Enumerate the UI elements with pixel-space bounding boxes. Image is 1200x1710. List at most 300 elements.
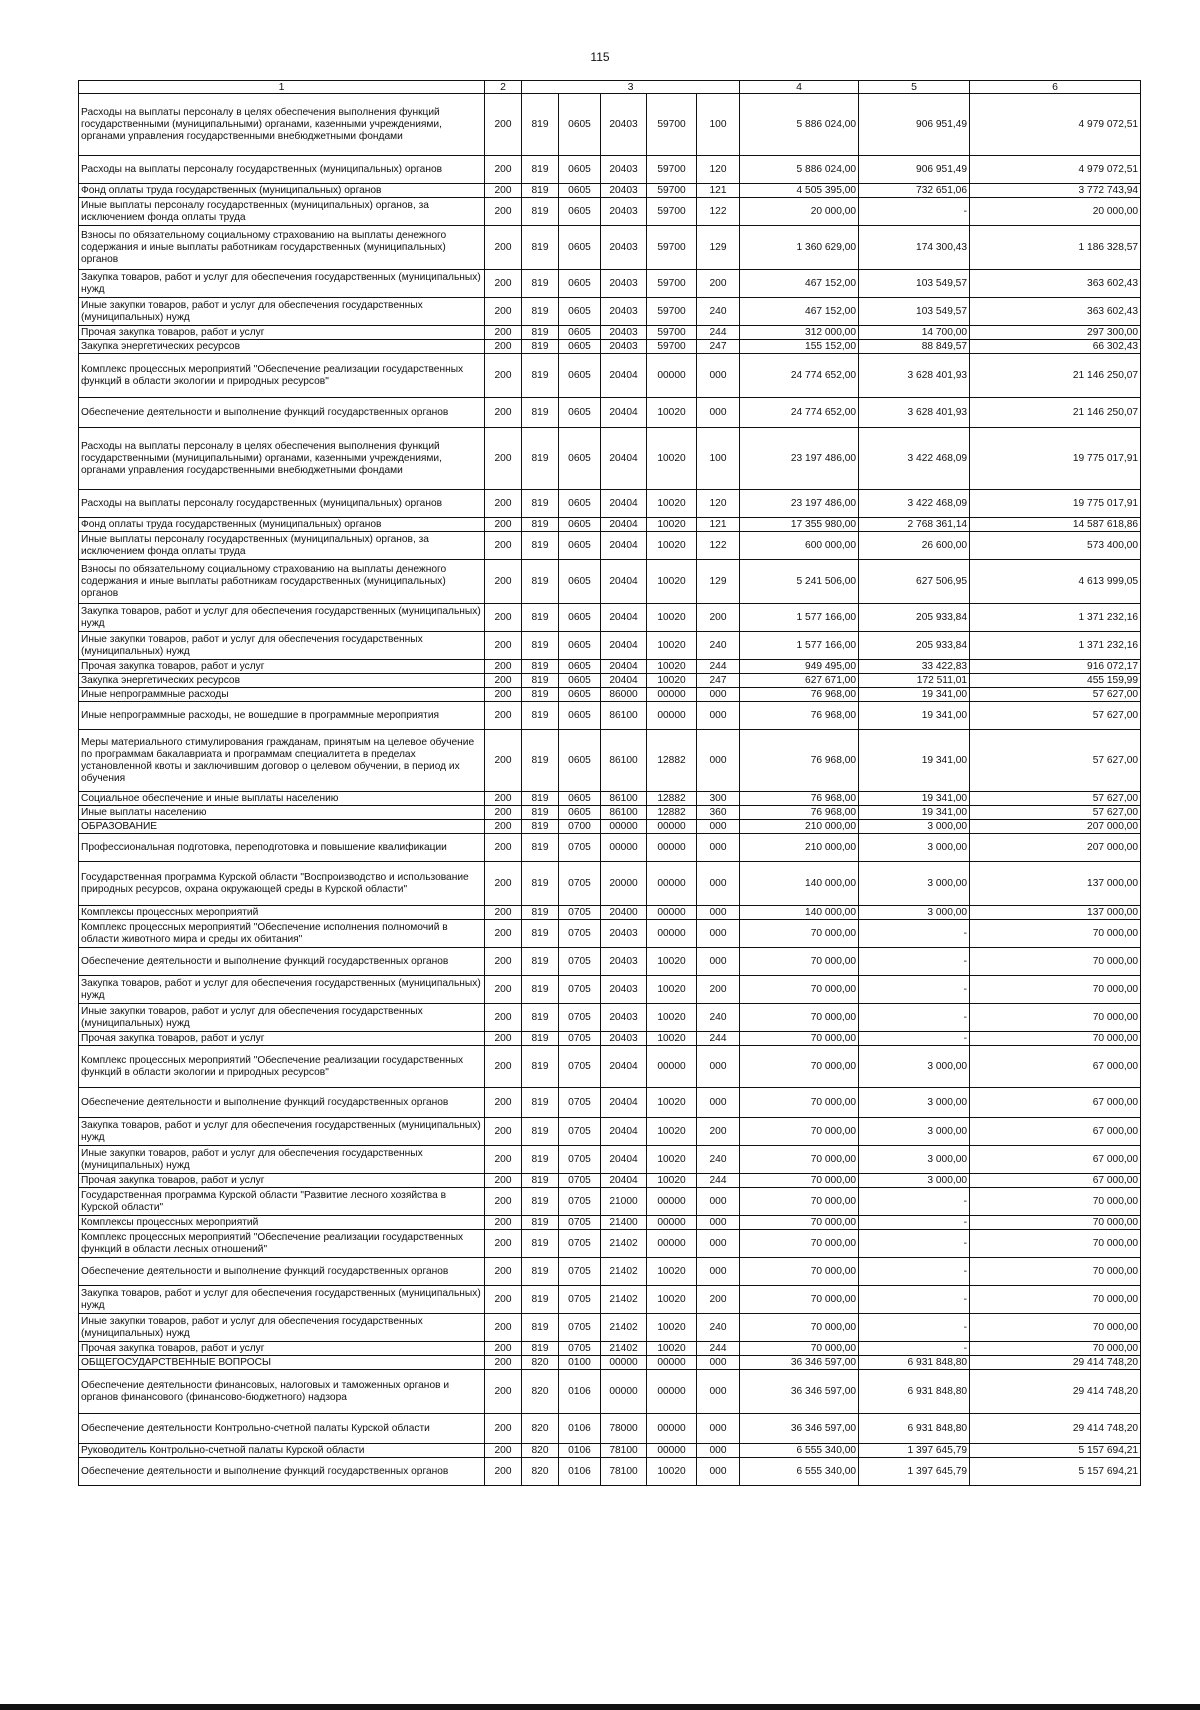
expense-type-code: 000 <box>697 820 740 834</box>
table-row <box>79 340 1141 354</box>
executed-amount: 88 849,57 <box>859 340 970 354</box>
admin-code: 819 <box>522 1188 559 1216</box>
item-code: 10020 <box>647 1146 697 1174</box>
row-name: Меры материального стимулирования гражданам, принятым на целевое обучение по программам бакалавриата и программам специалитета в пределах установленной квоты и заключившим договор о целевом обучении, в период их обучения <box>79 730 485 792</box>
col2-code: 200 <box>485 906 522 920</box>
section-code: 0705 <box>559 1046 601 1088</box>
section-code: 0605 <box>559 560 601 604</box>
remaining-amount: 29 414 748,20 <box>970 1414 1141 1444</box>
table-row <box>79 948 1141 976</box>
approved-amount: 70 000,00 <box>740 1342 859 1356</box>
scan-bottom-edge <box>0 1704 1200 1710</box>
row-name: Иные закупки товаров, работ и услуг для обеспечения государственных (муниципальных) нужд <box>79 1146 485 1174</box>
admin-code: 819 <box>522 428 559 490</box>
table-row <box>79 1146 1141 1174</box>
approved-amount: 140 000,00 <box>740 862 859 906</box>
table-row <box>79 226 1141 270</box>
remaining-amount: 57 627,00 <box>970 688 1141 702</box>
remaining-amount: 70 000,00 <box>970 1188 1141 1216</box>
executed-amount: 174 300,43 <box>859 226 970 270</box>
remaining-amount: 4 979 072,51 <box>970 94 1141 156</box>
column-header-3: 3 <box>522 81 740 94</box>
approved-amount: 24 774 652,00 <box>740 354 859 398</box>
row-name: Комплекс процессных мероприятий "Обеспечение реализации государственных функций в области лесных отношений" <box>79 1230 485 1258</box>
executed-amount: 6 931 848,80 <box>859 1356 970 1370</box>
approved-amount: 23 197 486,00 <box>740 490 859 518</box>
row-name: Закупка товаров, работ и услуг для обеспечения государственных (муниципальных) нужд <box>79 270 485 298</box>
admin-code: 819 <box>522 560 559 604</box>
item-code: 10020 <box>647 490 697 518</box>
remaining-amount: 5 157 694,21 <box>970 1444 1141 1458</box>
expense-type-code: 000 <box>697 862 740 906</box>
remaining-amount: 57 627,00 <box>970 806 1141 820</box>
item-code: 12882 <box>647 730 697 792</box>
row-name: Закупка товаров, работ и услуг для обеспечения государственных (муниципальных) нужд <box>79 1118 485 1146</box>
approved-amount: 76 968,00 <box>740 688 859 702</box>
table-row <box>79 1286 1141 1314</box>
admin-code: 819 <box>522 806 559 820</box>
program-code: 20403 <box>601 184 647 198</box>
table-row <box>79 1370 1141 1414</box>
section-code: 0605 <box>559 326 601 340</box>
approved-amount: 210 000,00 <box>740 834 859 862</box>
remaining-amount: 5 157 694,21 <box>970 1458 1141 1486</box>
executed-amount: 19 341,00 <box>859 730 970 792</box>
col2-code: 200 <box>485 1032 522 1046</box>
approved-amount: 1 577 166,00 <box>740 604 859 632</box>
section-code: 0705 <box>559 920 601 948</box>
col2-code: 200 <box>485 1174 522 1188</box>
table-row <box>79 532 1141 560</box>
item-code: 00000 <box>647 354 697 398</box>
remaining-amount: 57 627,00 <box>970 792 1141 806</box>
program-code: 21000 <box>601 1188 647 1216</box>
table-row <box>79 94 1141 156</box>
program-code: 20403 <box>601 1004 647 1032</box>
approved-amount: 5 241 506,00 <box>740 560 859 604</box>
section-code: 0106 <box>559 1370 601 1414</box>
program-code: 20404 <box>601 660 647 674</box>
approved-amount: 20 000,00 <box>740 198 859 226</box>
remaining-amount: 1 371 232,16 <box>970 604 1141 632</box>
section-code: 0605 <box>559 94 601 156</box>
expense-type-code: 000 <box>697 1258 740 1286</box>
col2-code: 200 <box>485 1458 522 1486</box>
row-name: Прочая закупка товаров, работ и услуг <box>79 326 485 340</box>
approved-amount: 5 886 024,00 <box>740 94 859 156</box>
row-name: Расходы на выплаты персоналу государственных (муниципальных) органов <box>79 490 485 518</box>
approved-amount: 24 774 652,00 <box>740 398 859 428</box>
item-code: 10020 <box>647 518 697 532</box>
section-code: 0605 <box>559 604 601 632</box>
section-code: 0605 <box>559 702 601 730</box>
remaining-amount: 29 414 748,20 <box>970 1356 1141 1370</box>
program-code: 20403 <box>601 326 647 340</box>
executed-amount: 3 000,00 <box>859 820 970 834</box>
approved-amount: 1 577 166,00 <box>740 632 859 660</box>
executed-amount: 19 341,00 <box>859 806 970 820</box>
admin-code: 819 <box>522 604 559 632</box>
program-code: 86100 <box>601 730 647 792</box>
expense-type-code: 200 <box>697 1286 740 1314</box>
admin-code: 819 <box>522 1286 559 1314</box>
approved-amount: 23 197 486,00 <box>740 428 859 490</box>
section-code: 0106 <box>559 1414 601 1444</box>
admin-code: 819 <box>522 730 559 792</box>
admin-code: 819 <box>522 1004 559 1032</box>
item-code: 10020 <box>647 1342 697 1356</box>
col2-code: 200 <box>485 632 522 660</box>
remaining-amount: 70 000,00 <box>970 1342 1141 1356</box>
col2-code: 200 <box>485 1118 522 1146</box>
table-row <box>79 198 1141 226</box>
item-code: 10020 <box>647 674 697 688</box>
table-row <box>79 398 1141 428</box>
section-code: 0605 <box>559 490 601 518</box>
executed-amount: 3 000,00 <box>859 1046 970 1088</box>
table-row <box>79 920 1141 948</box>
remaining-amount: 67 000,00 <box>970 1118 1141 1146</box>
program-code: 20403 <box>601 1032 647 1046</box>
row-name: Прочая закупка товаров, работ и услуг <box>79 1032 485 1046</box>
row-name: Обеспечение деятельности финансовых, налоговых и таможенных органов и органов финансового (финансово-бюджетного) надзора <box>79 1370 485 1414</box>
col2-code: 200 <box>485 806 522 820</box>
approved-amount: 76 968,00 <box>740 806 859 820</box>
section-code: 0605 <box>559 674 601 688</box>
executed-amount: - <box>859 1216 970 1230</box>
col2-code: 200 <box>485 688 522 702</box>
table-row <box>79 1230 1141 1258</box>
budget-table <box>78 80 1141 1486</box>
row-name: ОБЩЕГОСУДАРСТВЕННЫЕ ВОПРОСЫ <box>79 1356 485 1370</box>
table-row <box>79 518 1141 532</box>
item-code: 10020 <box>647 1258 697 1286</box>
executed-amount: 3 000,00 <box>859 1088 970 1118</box>
expense-type-code: 122 <box>697 198 740 226</box>
remaining-amount: 21 146 250,07 <box>970 398 1141 428</box>
expense-type-code: 000 <box>697 906 740 920</box>
executed-amount: 3 000,00 <box>859 906 970 920</box>
section-code: 0705 <box>559 1216 601 1230</box>
table-row <box>79 354 1141 398</box>
col2-code: 200 <box>485 1088 522 1118</box>
item-code: 00000 <box>647 920 697 948</box>
section-code: 0705 <box>559 1032 601 1046</box>
col2-code: 200 <box>485 428 522 490</box>
row-name: Иные закупки товаров, работ и услуг для обеспечения государственных (муниципальных) нужд <box>79 1004 485 1032</box>
approved-amount: 140 000,00 <box>740 906 859 920</box>
section-code: 0605 <box>559 428 601 490</box>
program-code: 21402 <box>601 1342 647 1356</box>
expense-type-code: 200 <box>697 270 740 298</box>
admin-code: 819 <box>522 398 559 428</box>
executed-amount: 14 700,00 <box>859 326 970 340</box>
expense-type-code: 200 <box>697 1118 740 1146</box>
program-code: 86100 <box>601 806 647 820</box>
program-code: 20403 <box>601 920 647 948</box>
table-row <box>79 1342 1141 1356</box>
program-code: 20403 <box>601 270 647 298</box>
table-row <box>79 632 1141 660</box>
approved-amount: 4 505 395,00 <box>740 184 859 198</box>
table-row <box>79 1356 1141 1370</box>
remaining-amount: 3 772 743,94 <box>970 184 1141 198</box>
table-row <box>79 1118 1141 1146</box>
row-name: Обеспечение деятельности и выполнение функций государственных органов <box>79 398 485 428</box>
section-code: 0605 <box>559 156 601 184</box>
program-code: 78100 <box>601 1444 647 1458</box>
col2-code: 200 <box>485 660 522 674</box>
admin-code: 819 <box>522 1314 559 1342</box>
item-code: 10020 <box>647 604 697 632</box>
program-code: 20404 <box>601 1146 647 1174</box>
row-name: Взносы по обязательному социальному страхованию на выплаты денежного содержания и иные выплаты работникам государственных (муниципальных) органов <box>79 226 485 270</box>
approved-amount: 155 152,00 <box>740 340 859 354</box>
item-code: 59700 <box>647 94 697 156</box>
table-row <box>79 806 1141 820</box>
col2-code: 200 <box>485 398 522 428</box>
section-code: 0605 <box>559 688 601 702</box>
executed-amount: - <box>859 976 970 1004</box>
item-code: 00000 <box>647 834 697 862</box>
executed-amount: - <box>859 1342 970 1356</box>
table-row <box>79 1458 1141 1486</box>
remaining-amount: 70 000,00 <box>970 976 1141 1004</box>
remaining-amount: 29 414 748,20 <box>970 1370 1141 1414</box>
program-code: 86100 <box>601 792 647 806</box>
table-row <box>79 792 1141 806</box>
section-code: 0605 <box>559 792 601 806</box>
remaining-amount: 70 000,00 <box>970 1314 1141 1342</box>
executed-amount: 1 397 645,79 <box>859 1458 970 1486</box>
remaining-amount: 363 602,43 <box>970 270 1141 298</box>
admin-code: 819 <box>522 948 559 976</box>
executed-amount: - <box>859 1314 970 1342</box>
program-code: 20403 <box>601 948 647 976</box>
executed-amount: - <box>859 1032 970 1046</box>
remaining-amount: 207 000,00 <box>970 820 1141 834</box>
admin-code: 819 <box>522 1046 559 1088</box>
admin-code: 819 <box>522 820 559 834</box>
expense-type-code: 244 <box>697 1342 740 1356</box>
col2-code: 200 <box>485 948 522 976</box>
row-name: Обеспечение деятельности и выполнение функций государственных органов <box>79 1258 485 1286</box>
table-row <box>79 660 1141 674</box>
section-code: 0705 <box>559 1314 601 1342</box>
admin-code: 819 <box>522 354 559 398</box>
table-row <box>79 1174 1141 1188</box>
admin-code: 819 <box>522 1342 559 1356</box>
col2-code: 200 <box>485 730 522 792</box>
section-code: 0605 <box>559 730 601 792</box>
col2-code: 200 <box>485 1342 522 1356</box>
col2-code: 200 <box>485 1216 522 1230</box>
admin-code: 819 <box>522 1174 559 1188</box>
executed-amount: 6 931 848,80 <box>859 1414 970 1444</box>
admin-code: 819 <box>522 792 559 806</box>
remaining-amount: 1 186 328,57 <box>970 226 1141 270</box>
col2-code: 200 <box>485 834 522 862</box>
executed-amount: 172 511,01 <box>859 674 970 688</box>
program-code: 20404 <box>601 518 647 532</box>
section-code: 0605 <box>559 398 601 428</box>
item-code: 10020 <box>647 1118 697 1146</box>
row-name: Государственная программа Курской области "Воспроизводство и использование природных ресурсов, охрана окружающей среды в Курской области" <box>79 862 485 906</box>
approved-amount: 70 000,00 <box>740 976 859 1004</box>
item-code: 10020 <box>647 1458 697 1486</box>
approved-amount: 210 000,00 <box>740 820 859 834</box>
admin-code: 819 <box>522 156 559 184</box>
remaining-amount: 70 000,00 <box>970 920 1141 948</box>
item-code: 10020 <box>647 398 697 428</box>
expense-type-code: 247 <box>697 340 740 354</box>
program-code: 20404 <box>601 632 647 660</box>
executed-amount: 6 931 848,80 <box>859 1370 970 1414</box>
row-name: Закупка товаров, работ и услуг для обеспечения государственных (муниципальных) нужд <box>79 1286 485 1314</box>
item-code: 10020 <box>647 948 697 976</box>
item-code: 59700 <box>647 184 697 198</box>
col2-code: 200 <box>485 184 522 198</box>
item-code: 00000 <box>647 1230 697 1258</box>
remaining-amount: 70 000,00 <box>970 1004 1141 1032</box>
expense-type-code: 244 <box>697 1174 740 1188</box>
remaining-amount: 19 775 017,91 <box>970 490 1141 518</box>
program-code: 20404 <box>601 490 647 518</box>
expense-type-code: 240 <box>697 632 740 660</box>
executed-amount: 732 651,06 <box>859 184 970 198</box>
admin-code: 819 <box>522 834 559 862</box>
item-code: 10020 <box>647 1088 697 1118</box>
program-code: 21402 <box>601 1230 647 1258</box>
admin-code: 820 <box>522 1458 559 1486</box>
item-code: 59700 <box>647 298 697 326</box>
program-code: 21402 <box>601 1286 647 1314</box>
row-name: Фонд оплаты труда государственных (муниципальных) органов <box>79 518 485 532</box>
admin-code: 819 <box>522 1216 559 1230</box>
section-code: 0705 <box>559 1146 601 1174</box>
col2-code: 200 <box>485 1230 522 1258</box>
program-code: 20404 <box>601 560 647 604</box>
row-name: Прочая закупка товаров, работ и услуг <box>79 1174 485 1188</box>
approved-amount: 36 346 597,00 <box>740 1370 859 1414</box>
remaining-amount: 207 000,00 <box>970 834 1141 862</box>
executed-amount: 33 422,83 <box>859 660 970 674</box>
expense-type-code: 121 <box>697 184 740 198</box>
approved-amount: 76 968,00 <box>740 792 859 806</box>
col2-code: 200 <box>485 1314 522 1342</box>
col2-code: 200 <box>485 340 522 354</box>
admin-code: 819 <box>522 270 559 298</box>
executed-amount: - <box>859 948 970 976</box>
program-code: 21402 <box>601 1314 647 1342</box>
col2-code: 200 <box>485 604 522 632</box>
col2-code: 200 <box>485 1188 522 1216</box>
section-code: 0106 <box>559 1458 601 1486</box>
expense-type-code: 244 <box>697 1032 740 1046</box>
col2-code: 200 <box>485 156 522 184</box>
col2-code: 200 <box>485 560 522 604</box>
table-row <box>79 1046 1141 1088</box>
table-row <box>79 862 1141 906</box>
remaining-amount: 57 627,00 <box>970 730 1141 792</box>
admin-code: 819 <box>522 976 559 1004</box>
expense-type-code: 129 <box>697 226 740 270</box>
executed-amount: - <box>859 198 970 226</box>
item-code: 12882 <box>647 806 697 820</box>
remaining-amount: 573 400,00 <box>970 532 1141 560</box>
table-row <box>79 1088 1141 1118</box>
section-code: 0605 <box>559 270 601 298</box>
item-code: 00000 <box>647 688 697 702</box>
item-code: 00000 <box>647 1444 697 1458</box>
program-code: 20404 <box>601 428 647 490</box>
admin-code: 819 <box>522 1088 559 1118</box>
table-row <box>79 1004 1141 1032</box>
col2-code: 200 <box>485 1370 522 1414</box>
row-name: Комплекс процессных мероприятий "Обеспечение реализации государственных функций в области экологии и природных ресурсов" <box>79 1046 485 1088</box>
expense-type-code: 200 <box>697 976 740 1004</box>
admin-code: 819 <box>522 1032 559 1046</box>
expense-type-code: 244 <box>697 326 740 340</box>
remaining-amount: 67 000,00 <box>970 1146 1141 1174</box>
executed-amount: - <box>859 920 970 948</box>
remaining-amount: 4 979 072,51 <box>970 156 1141 184</box>
section-code: 0705 <box>559 1174 601 1188</box>
admin-code: 819 <box>522 906 559 920</box>
expense-type-code: 000 <box>697 688 740 702</box>
program-code: 20404 <box>601 1118 647 1146</box>
row-name: Прочая закупка товаров, работ и услуг <box>79 1342 485 1356</box>
table-row <box>79 604 1141 632</box>
col2-code: 200 <box>485 198 522 226</box>
section-code: 0705 <box>559 862 601 906</box>
section-code: 0605 <box>559 632 601 660</box>
admin-code: 819 <box>522 862 559 906</box>
admin-code: 819 <box>522 226 559 270</box>
admin-code: 820 <box>522 1414 559 1444</box>
admin-code: 819 <box>522 1230 559 1258</box>
approved-amount: 70 000,00 <box>740 1088 859 1118</box>
section-code: 0605 <box>559 354 601 398</box>
expense-type-code: 240 <box>697 298 740 326</box>
remaining-amount: 70 000,00 <box>970 948 1141 976</box>
remaining-amount: 21 146 250,07 <box>970 354 1141 398</box>
approved-amount: 36 346 597,00 <box>740 1356 859 1370</box>
table-row <box>79 906 1141 920</box>
remaining-amount: 4 613 999,05 <box>970 560 1141 604</box>
row-name: Обеспечение деятельности и выполнение функций государственных органов <box>79 1458 485 1486</box>
column-header-2: 2 <box>485 81 522 94</box>
row-name: Комплекс процессных мероприятий "Обеспечение исполнения полномочий в области животного мира и среды их обитания" <box>79 920 485 948</box>
section-code: 0605 <box>559 184 601 198</box>
row-name: Руководитель Контрольно-счетной палаты Курской области <box>79 1444 485 1458</box>
expense-type-code: 000 <box>697 1444 740 1458</box>
column-header-6: 6 <box>970 81 1141 94</box>
expense-type-code: 000 <box>697 354 740 398</box>
section-code: 0705 <box>559 1188 601 1216</box>
executed-amount: 19 341,00 <box>859 688 970 702</box>
approved-amount: 76 968,00 <box>740 702 859 730</box>
approved-amount: 1 360 629,00 <box>740 226 859 270</box>
approved-amount: 17 355 980,00 <box>740 518 859 532</box>
section-code: 0705 <box>559 1258 601 1286</box>
col2-code: 200 <box>485 1356 522 1370</box>
program-code: 00000 <box>601 834 647 862</box>
section-code: 0705 <box>559 1286 601 1314</box>
program-code: 20403 <box>601 94 647 156</box>
executed-amount: - <box>859 1258 970 1286</box>
expense-type-code: 240 <box>697 1314 740 1342</box>
